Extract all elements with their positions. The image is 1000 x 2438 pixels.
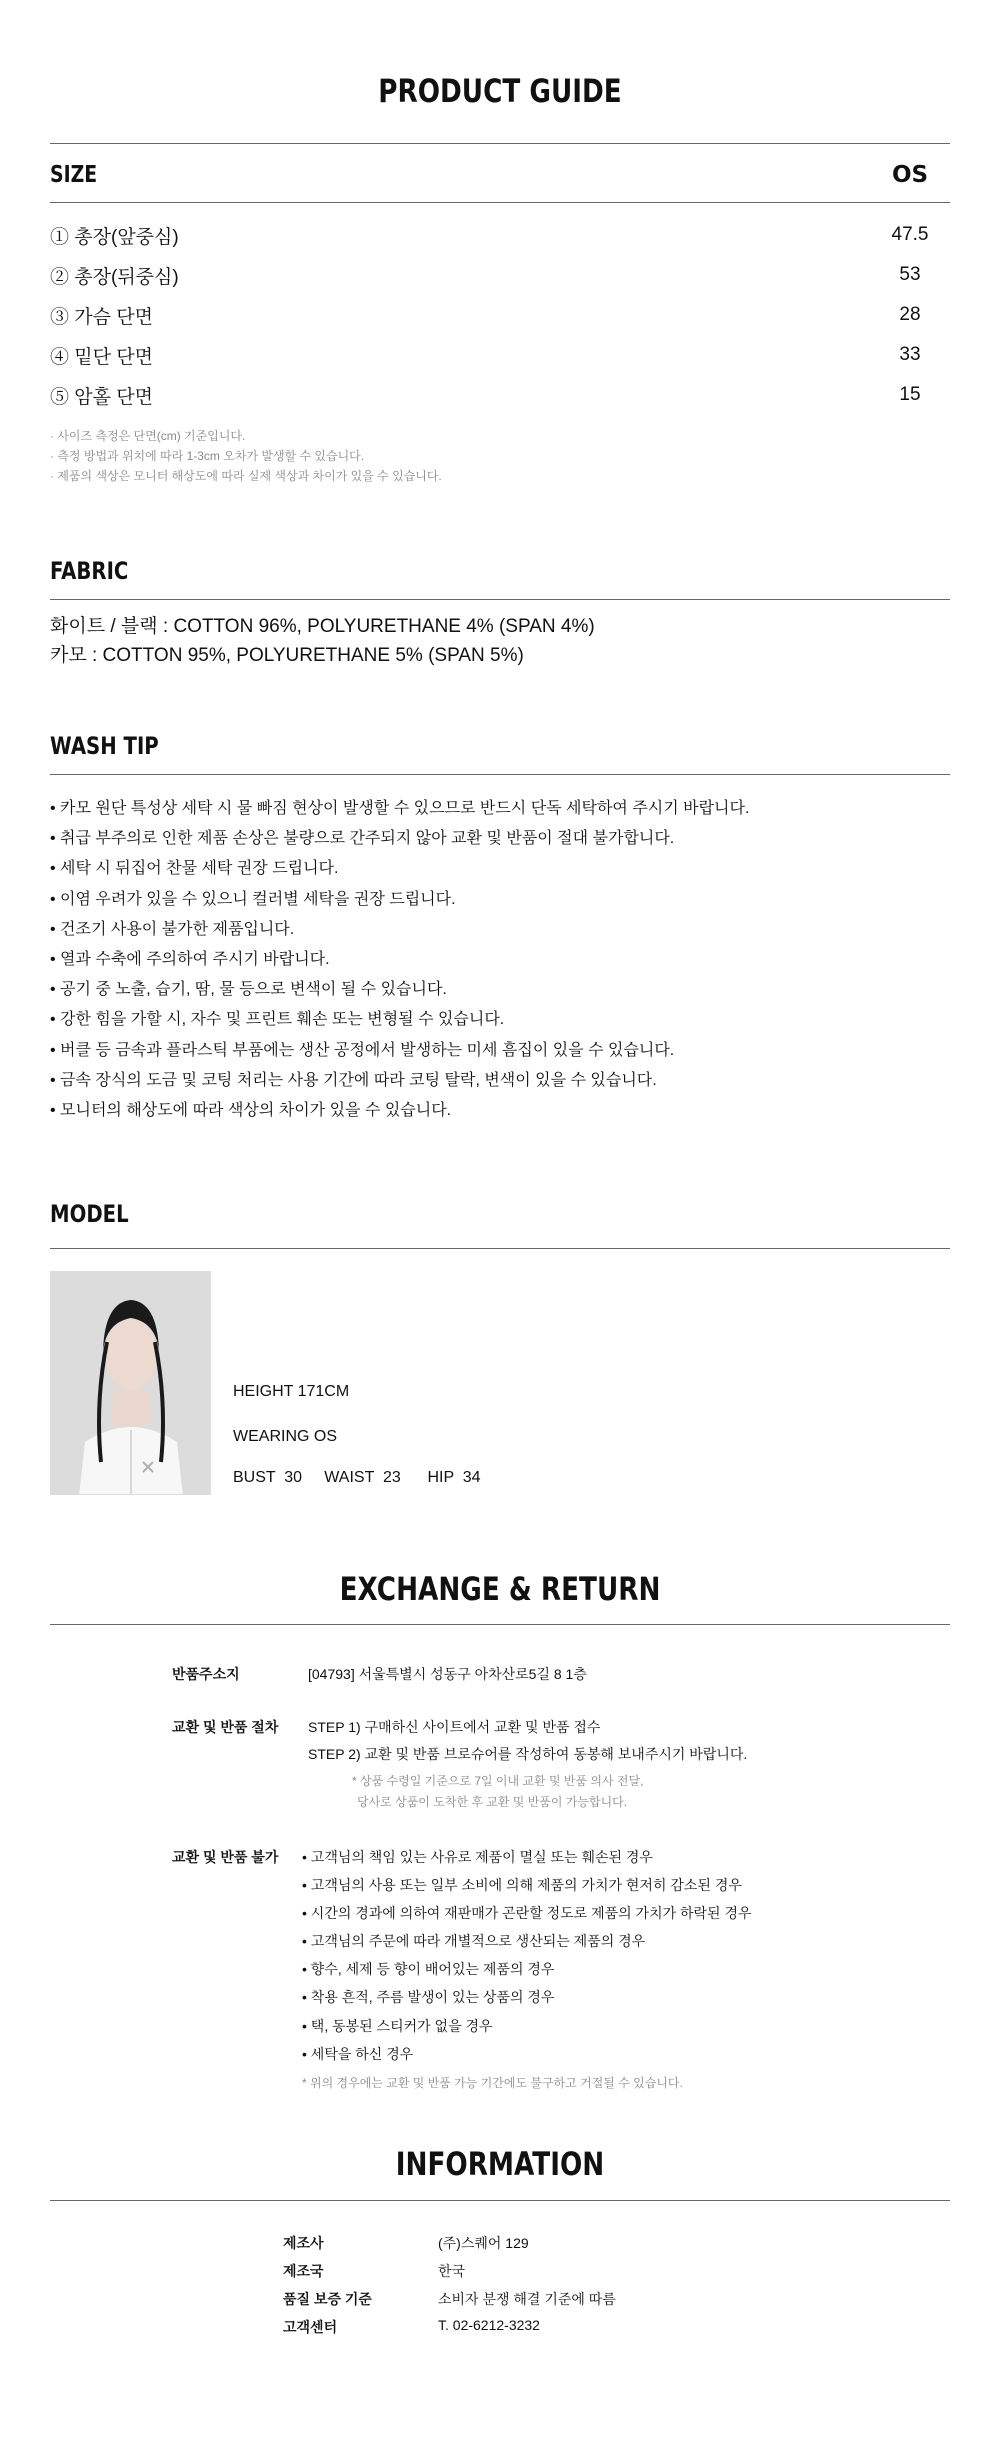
info-value: 한국	[438, 2263, 466, 2279]
information-title-wrap	[50, 2145, 950, 2183]
wash-tip-item: • 강한 힘을 가할 시, 자수 및 프린트 훼손 또는 변형될 수 있습니다.	[50, 1011, 505, 1029]
size-note: · 사이즈 측정은 단면(cm) 기준입니다.	[50, 429, 246, 443]
wash-tip-item: • 금속 장식의 도금 및 코팅 처리는 사용 기간에 따라 코팅 탈락, 변색이 있을 수 있습니다.	[50, 1071, 657, 1089]
wash-tip-title: WASH TIP	[50, 732, 159, 760]
size-row-value: 47.5	[891, 224, 929, 245]
process-note: * 상품 수령일 기준으로 7일 이내 교환 및 반품 의사 전달,	[352, 1774, 644, 1788]
size-row-label: ② 총장(뒤중심)	[50, 266, 179, 288]
model-photo-illustration	[51, 1272, 211, 1495]
size-row	[50, 301, 950, 329]
size-row	[50, 381, 950, 409]
unavailable-item: • 고객님의 책임 있는 사유로 제품이 멸실 또는 훼손된 경우	[302, 1849, 653, 1865]
unavailable-list	[302, 1843, 752, 2068]
model-height: HEIGHT 171CM	[233, 1383, 350, 1400]
exchange-title-wrap	[50, 1570, 950, 1608]
divider	[50, 774, 950, 775]
model-title-wrap	[50, 1200, 950, 1228]
product-guide-title-wrap	[50, 72, 950, 110]
info-value: T. 02-6212-3232	[438, 2317, 540, 2333]
size-row-label: ① 총장(앞중심)	[50, 226, 179, 248]
wash-tip-list	[50, 794, 749, 1126]
divider	[50, 599, 950, 600]
wash-tip-item: • 모니터의 해상도에 따라 색상의 차이가 있을 수 있습니다.	[50, 1102, 452, 1120]
unavailable-item: • 세탁을 하신 경우	[302, 2045, 414, 2062]
process-step2: STEP 2) 교환 및 반품 브로슈어를 작성하여 동봉해 보내주시기 바랍니다.	[308, 1746, 748, 1762]
unavailable-item: • 택, 동봉된 스티커가 없을 경우	[302, 2017, 493, 2034]
process-label: 교환 및 반품 절차	[172, 1719, 279, 1735]
info-label: 고객센터	[283, 2319, 338, 2335]
fabric-title-wrap	[50, 557, 950, 585]
wash-tip-item: • 공기 중 노출, 습기, 땀, 물 등으로 변색이 될 수 있습니다.	[50, 981, 447, 999]
return-address-label: 반품주소지	[172, 1666, 240, 1682]
divider	[50, 1248, 950, 1249]
unavailable-item: • 고객님의 주문에 따라 개별적으로 생산되는 제품의 경우	[302, 1933, 646, 1950]
wash-tip-item: • 이염 우려가 있을 수 있으니 컬러별 세탁을 권장 드립니다.	[50, 890, 456, 908]
size-row-label: ⑤ 암홀 단면	[50, 386, 153, 408]
size-row-value: 28	[899, 304, 921, 325]
divider	[50, 1624, 950, 1625]
size-note: · 제품의 색상은 모니터 해상도에 따라 실제 색상과 차이가 있을 수 있습니다.	[50, 469, 442, 483]
unavailable-item: • 착용 흔적, 주름 발생이 있는 상품의 경우	[302, 1989, 555, 2006]
unavailable-item: • 향수, 세제 등 향이 배어있는 제품의 경우	[302, 1961, 555, 1978]
wash-tip-item: • 열과 수축에 주의하여 주시기 바랍니다.	[50, 951, 330, 969]
info-label: 품질 보증 기준	[283, 2291, 372, 2307]
size-row	[50, 261, 950, 289]
info-value: 소비자 분쟁 해결 기준에 따름	[438, 2291, 616, 2307]
wash-tip-item: • 세탁 시 뒤집어 찬물 세탁 권장 드립니다.	[50, 860, 339, 878]
fabric-line: 화이트 / 블랙 : COTTON 96%, POLYURETHANE 4% (SPAN 4%)	[50, 616, 595, 637]
unavailable-note: * 위의 경우에는 교환 및 반품 가능 기간에도 불구하고 거절될 수 있습니다.	[302, 2076, 683, 2090]
size-row-value: 15	[899, 384, 921, 405]
info-label: 제조국	[283, 2263, 324, 2279]
exchange-title: EXCHANGE & RETURN	[339, 1570, 661, 1608]
unavailable-label: 교환 및 반품 불가	[172, 1849, 279, 1865]
model-wearing: WEARING OS	[233, 1428, 338, 1445]
size-row-label: ③ 가슴 단면	[50, 306, 153, 328]
info-label: 제조사	[283, 2235, 324, 2251]
size-row-value: 33	[899, 344, 921, 365]
unavailable-item: • 고객님의 사용 또는 일부 소비에 의해 제품의 가치가 현저히 감소된 경우	[302, 1877, 742, 1894]
fabric-lines	[50, 612, 595, 670]
fabric-title: FABRIC	[50, 557, 129, 585]
size-row	[50, 221, 950, 249]
size-row-label: ④ 밑단 단면	[50, 346, 153, 368]
fabric-line: 카모 : COTTON 95%, POLYURETHANE 5% (SPAN 5%)	[50, 645, 524, 666]
information-title: INFORMATION	[395, 2145, 605, 2183]
size-note: · 측정 방법과 위치에 따라 1-3cm 오차가 발생할 수 있습니다.	[50, 449, 365, 463]
info-value: (주)스퀘어 129	[438, 2235, 529, 2251]
divider	[50, 202, 950, 203]
wash-tip-item: • 버클 등 금속과 플라스틱 부품에는 생산 공정에서 발생하는 미세 흠집이 있을 수 있습니다.	[50, 1041, 675, 1059]
return-address-value: [04793] 서울특별시 성동구 아차산로5길 8 1층	[308, 1666, 587, 1682]
wash-tip-item: • 건조기 사용이 불가한 제품입니다.	[50, 920, 295, 938]
wash-title-wrap	[50, 732, 950, 760]
divider	[50, 2200, 950, 2201]
process-step1: STEP 1) 구매하신 사이트에서 교환 및 반품 접수	[308, 1719, 601, 1735]
model-title: MODEL	[50, 1200, 129, 1228]
product-guide-title: PRODUCT GUIDE	[378, 72, 622, 110]
model-measurements: BUST 30 WAIST 23 HIP 34	[233, 1469, 481, 1486]
model-photo	[50, 1271, 211, 1495]
divider	[50, 143, 950, 144]
size-notes	[50, 426, 442, 486]
wash-tip-item: • 취급 부주의로 인한 제품 손상은 불량으로 간주되지 않아 교환 및 반품이 절대 불가합니다.	[50, 830, 675, 848]
size-header-row	[50, 157, 950, 193]
unavailable-item: • 시간의 경과에 의하여 재판매가 곤란할 정도로 제품의 가치가 하락된 경우	[302, 1905, 752, 1922]
size-row	[50, 341, 950, 369]
process-note: 당사로 상품이 도착한 후 교환 및 반품이 가능합니다.	[357, 1795, 628, 1809]
size-header: SIZE	[50, 162, 98, 188]
wash-tip-item: • 카모 원단 특성상 세탁 시 물 빠짐 현상이 발생할 수 있으므로 반드시 단독 세탁하여 주시기 바랍니다.	[50, 800, 750, 817]
os-header: OS	[891, 162, 929, 188]
size-row-value: 53	[899, 264, 921, 285]
